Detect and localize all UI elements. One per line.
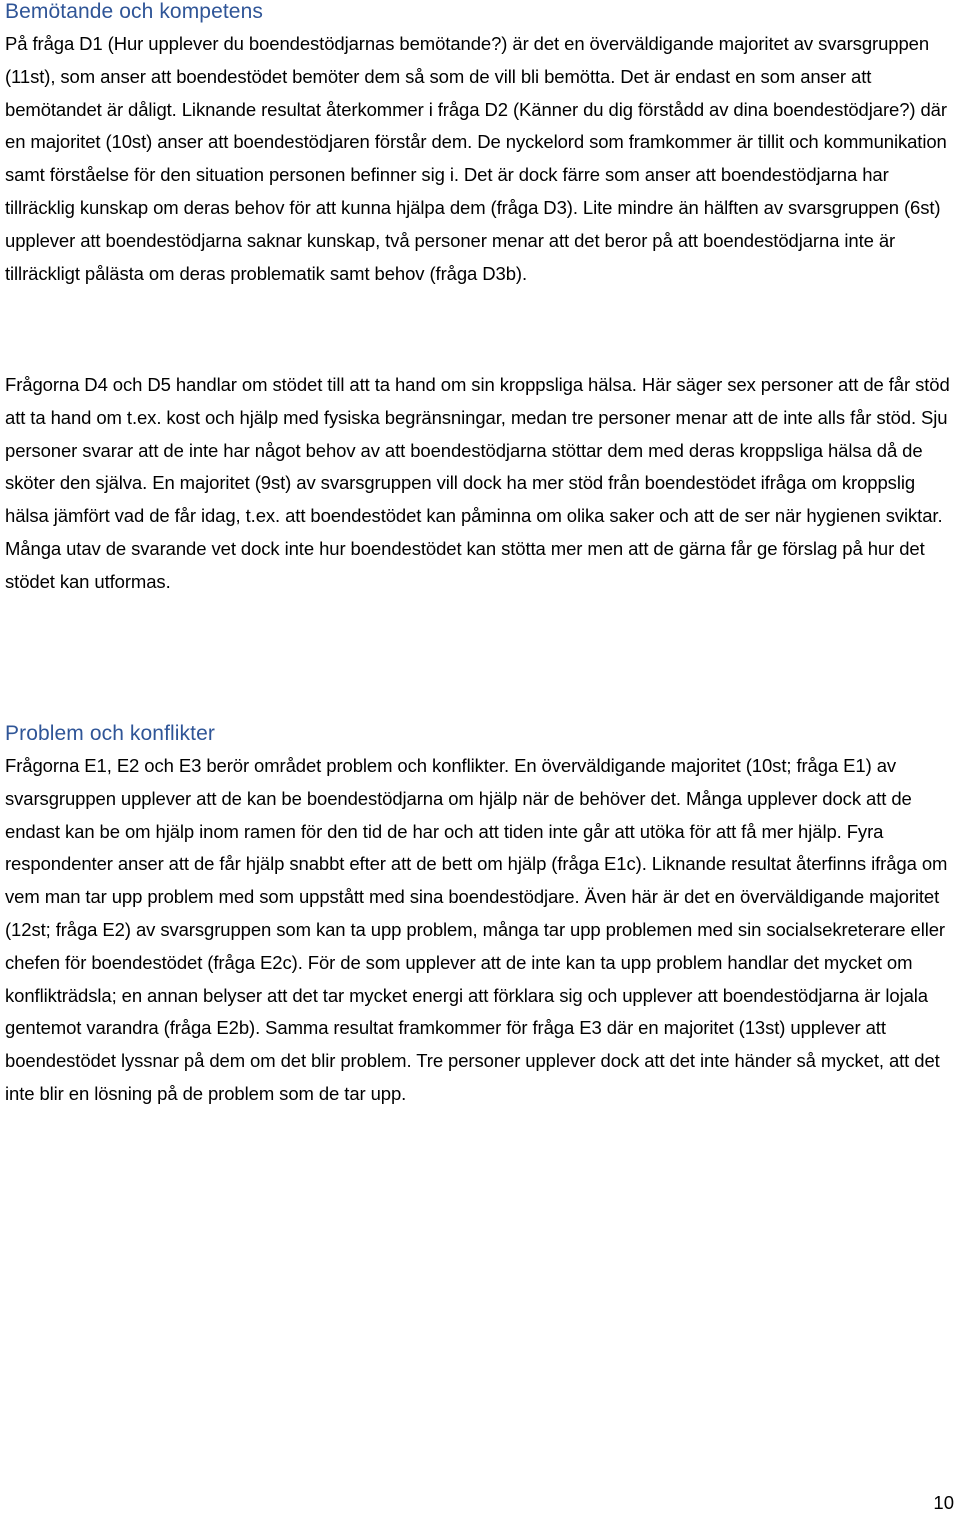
section-heading-problem: Problem och konflikter — [5, 722, 215, 745]
section-heading-bemotande: Bemötande och kompetens — [5, 0, 263, 23]
paragraph: Frågorna E1, E2 och E3 berör området problem och konflikter. En överväldigande majoritet (10st; fråga E1) av svarsgruppen upplever att de kan be boendestödjarna om hjälp när de behöver det. Många upplever dock att de endast kan be om hjälp inom ramen för den tid de har och att tiden inte går att utöka för att få mer hjälp. Fyra respondenter anser att de får hjälp snabbt efter att de bett om hjälp (fråga E1c). Liknande resultat återfinns ifråga om vem man tar upp problem med som uppstått med sina boendestödjare. Även här är det en överväldigande majoritet (12st; fråga E2) av svarsgruppen som kan ta upp problem, många tar upp problemen med sin socialsekreterare eller chefen för boendestödet (fråga E2c). För de som upplever att de inte kan ta upp problem handlar det mycket om konflikträdsla; en annan belyser att det tar mycket energi att förklara sig och upplever att boendestödjarna är lojala gentemot varandra (fråga E2b). Samma resultat framkommer för fråga E3 där en majoritet (13st) upplever att boendestödet lyssnar på dem om det blir problem. Tre personer upplever dock att det inte händer så mycket, att det inte blir en lösning på de problem som de tar upp. — [5, 755, 948, 1104]
page-number: 10 — [933, 1492, 954, 1513]
paragraph: På fråga D1 (Hur upplever du boendestödjarnas bemötande?) är det en överväldigande majoritet av svarsgruppen (11st), som anser att boendestödet bemöter dem så som de vill bli bemötta. Det är endast en som anser att bemötandet är dåligt. Liknande resultat återkommer i fråga D2 (Känner du dig förstådd av dina boendestödjare?) där en majoritet (10st) anser att boendestödjaren förstår dem. De nyckelord som framkommer är tillit och kommunikation samt förståelse för den situation personen befinner sig i. Det är dock färre som anser att boendestödjarna har tillräcklig kunskap om deras behov för att kunna hjälpa dem (fråga D3). Lite mindre än hälften av svarsgruppen (6st) upplever att boendestödjarna saknar kunskap, två personer menar att det beror på att boendestödjarna inte är tillräckligt pålästa om deras problematik samt behov (fråga D3b). — [5, 33, 947, 284]
paragraph: Frågorna D4 och D5 handlar om stödet till att ta hand om sin kroppsliga hälsa. Här säger sex personer att de får stöd att ta hand om t.ex. kost och hjälp med fysiska begränsningar, medan tre personer menar att de inte alls får stöd. Sju personer svarar att de inte har något behov av att boendestödjarna stöttar dem med deras kroppsliga hälsa då de sköter den själva. En majoritet (9st) av svarsgruppen vill dock ha mer stöd från boendestödet ifråga om kroppslig hälsa jämfört vad de får idag, t.ex. att boendestödet kan påminna om olika saker och att de ser när hygienen sviktar. Många utav de svarande vet dock inte hur boendestödet kan stötta mer men att de gärna får ge förslag på hur det stödet kan utformas. — [5, 374, 950, 592]
